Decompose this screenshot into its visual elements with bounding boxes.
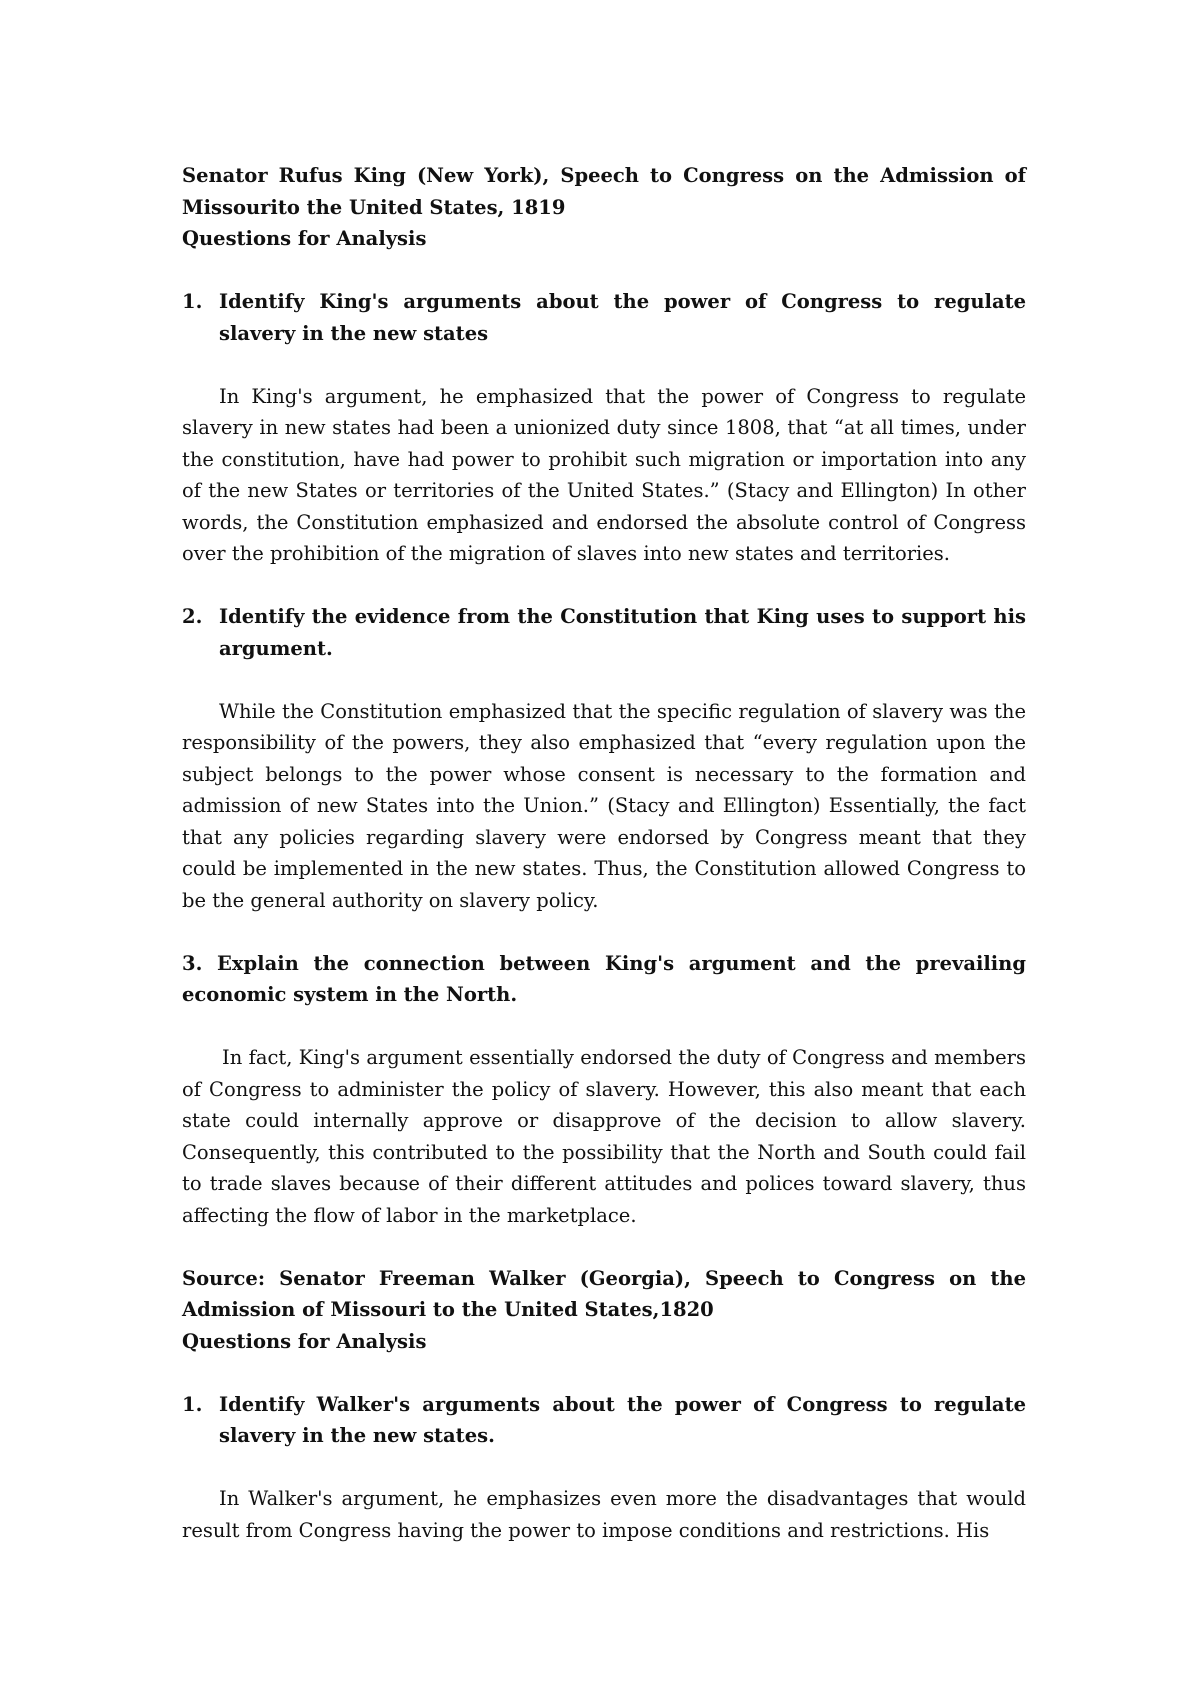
question-number: 1. <box>182 290 203 313</box>
question-heading <box>182 601 1026 664</box>
section-subtitle: Questions for Analysis <box>182 227 427 250</box>
question-number: 1. <box>182 1392 203 1416</box>
question-number: 3. <box>182 951 203 975</box>
question-number: 2. <box>182 605 203 628</box>
spacer <box>182 1011 1026 1043</box>
spacer <box>182 255 1026 287</box>
spacer <box>182 1231 1026 1263</box>
question-text: Explain the connection between King's argument and the prevailing economic system in the North. <box>182 951 1026 1006</box>
spacer <box>182 916 1026 948</box>
question-heading <box>182 1389 1026 1452</box>
question-text: Identify King's arguments about the power of Congress to regulate slavery in the new states <box>219 290 1026 345</box>
question-text: Identify Walker's arguments about the power of Congress to regulate slavery in the new states. <box>219 1392 1026 1447</box>
spacer <box>182 1357 1026 1389</box>
section-title: Source: Senator Freeman Walker (Georgia), Speech to Congress on the Admission of Missouri to the United States,1820 <box>182 1266 1026 1321</box>
answer-paragraph: While the Constitution emphasized that the specific regulation of slavery was the responsibility of the powers, they also emphasized that “every regulation upon the subject belongs to the power whose consent is necessary to the formation and admission of new States into the Union.” (Stacy and Ellington) Essentially, the fact that any policies regarding slavery were endorsed by Congress meant that they could be implemented in the new states. Thus, the Constitution allowed Congress to be the general authority on slavery policy. <box>182 699 1026 912</box>
spacer <box>182 1452 1026 1484</box>
question-heading <box>182 286 1026 349</box>
answer-paragraph: In Walker's argument, he emphasizes even more the disadvantages that would result from Congress having the power to impose conditions and restrictions. His <box>182 1487 1026 1542</box>
answer-paragraph: In King's argument, he emphasized that the power of Congress to regulate slavery in new states had been a unionized duty since 1808, that “at all times, under the constitution, have had power to prohibit such migration or importation into any of the new States or territories of the United States.” (Stacy and Ellington) In other words, the Constitution emphasized and endorsed the absolute control of Congress over the prohibition of the migration of slaves into new states and territories. <box>182 384 1026 565</box>
section-subtitle: Questions for Analysis <box>182 1329 427 1353</box>
spacer <box>182 349 1026 381</box>
question-text: Identify the evidence from the Constitution that King uses to support his argument. <box>219 605 1026 660</box>
answer-paragraph: In fact, King's argument essentially endorsed the duty of Congress and members of Congress to administer the policy of slavery. However, this also meant that each state could internally approve or disapprove of the decision to allow slavery. Consequently, this contributed to the possibility that the North and South could fail to trade slaves because of their different attitudes and polices toward slavery, thus affecting the flow of labor in the marketplace. <box>182 1046 1026 1227</box>
question-heading <box>182 948 1026 1011</box>
spacer <box>182 570 1026 602</box>
section-title: Senator Rufus King (New York), Speech to Congress on the Admission of Missourito the United States, 1819 <box>182 164 1026 219</box>
document-page <box>182 160 1026 1546</box>
spacer <box>182 664 1026 696</box>
